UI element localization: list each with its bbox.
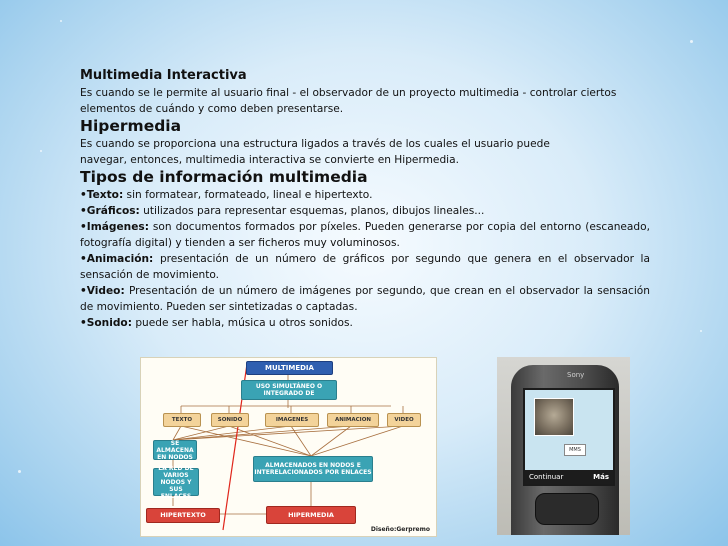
diagram-box-sonido: SONIDO xyxy=(211,413,249,427)
diagram-box-almacena: SE ALMACENA EN NODOS xyxy=(153,440,197,460)
diagram-box-red: LA RED DE VARIOS NODOS Y SUS ENLACES xyxy=(153,468,199,496)
bullet-graficos: •Gráficos: utilizados para representar esquemas, planos, dibujos lineales... xyxy=(80,205,485,217)
mms-badge: MMS xyxy=(564,444,586,456)
diagram-box-hipertexto: HIPERTEXTO xyxy=(146,508,220,523)
paragraph-multimedia-interactiva: Es cuando se le permite al usuario final - el observador de un proyecto multimedia - controlar ciertos elementos de cuándo y como deben presentarse. xyxy=(80,87,617,115)
heading-hipermedia: Hipermedia xyxy=(80,117,182,135)
paragraph-hipermedia-line1: Es cuando se proporciona una estructura ligados a través de los cuales el usuario puede xyxy=(80,138,550,150)
sparkle-decoration xyxy=(690,40,693,43)
multimedia-diagram xyxy=(140,357,437,537)
phone-keypad xyxy=(535,493,599,525)
bullet-sonido: •Sonido: puede ser habla, música u otros sonidos. xyxy=(80,317,353,329)
diagram-credit: Diseño:Gerpremo xyxy=(370,526,430,533)
sparkle-decoration xyxy=(40,150,42,152)
bullet-video: •Video: Presentación de un número de imágenes por segundo, que crean en el observador la sensación de movimiento. Pueden ser sintetizadas o captadas. xyxy=(80,285,650,313)
phone-screen xyxy=(523,388,615,486)
heading-tipos: Tipos de información multimedia xyxy=(80,168,368,186)
bullet-imagenes: •Imágenes: son documentos formados por píxeles. Pueden generarse por copia del entorno (escaneado, fotografía digital) y tienden a ser ficheros muy voluminosos. xyxy=(80,221,650,249)
phone-body xyxy=(511,365,619,535)
slide-body xyxy=(80,67,650,331)
heading-multimedia-interactiva: Multimedia Interactiva xyxy=(80,68,247,83)
phone-softkey-bar xyxy=(525,470,613,484)
diagram-box-multimedia: MULTIMEDIA xyxy=(246,361,333,375)
softkey-continuar: Continuar xyxy=(529,473,564,481)
diagram-box-uso: USO SIMULTÁNEO O INTEGRADO DE xyxy=(241,380,337,400)
sparkle-decoration xyxy=(18,470,21,473)
bullet-texto: •Texto: sin formatear, formateado, lineal e hipertexto. xyxy=(80,189,373,201)
diagram-box-imagenes: IMAGENES xyxy=(265,413,319,427)
diagram-box-texto: TEXTO xyxy=(163,413,201,427)
bullet-animacion: •Animación: presentación de un número de gráficos por segundo que genera en el observador la sensación de movimiento. xyxy=(80,253,650,281)
sparkle-decoration xyxy=(700,330,702,332)
paragraph-hipermedia-line2: navegar, entonces, multimedia interactiva se convierte en Hipermedia. xyxy=(80,154,459,166)
cat-photo xyxy=(534,398,574,436)
sparkle-decoration xyxy=(60,20,62,22)
diagram-box-hipermedia: HIPERMEDIA xyxy=(266,506,356,524)
diagram-box-almacenados: ALMACENADOS EN NODOS E INTERELACIONADOS POR ENLACES xyxy=(253,456,373,482)
phone-photo xyxy=(497,357,630,535)
phone-brand: Sony xyxy=(567,371,585,379)
diagram-box-animacion: ANIMACION xyxy=(327,413,379,427)
diagram-box-video: VIDEO xyxy=(387,413,421,427)
softkey-mas: Más xyxy=(593,473,609,481)
